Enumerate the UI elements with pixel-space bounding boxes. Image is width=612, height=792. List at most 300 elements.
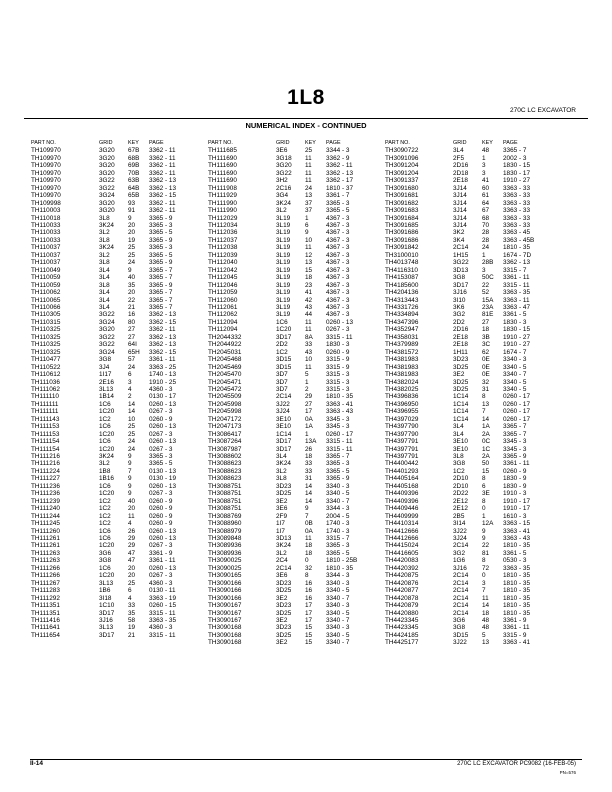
page-cell: 3315 - 11: [149, 631, 176, 639]
part-no-cell: TH111351: [31, 609, 60, 617]
grid-cell: 2F5: [453, 154, 465, 162]
key-cell: 8: [305, 572, 309, 580]
grid-cell: 3L19: [276, 281, 291, 289]
page-cell: 1830 - 9: [503, 475, 527, 483]
table-row: [31, 207, 195, 214]
part-no-cell: TH4352947: [385, 326, 419, 334]
part-no-cell: TH2045509: [208, 393, 242, 401]
table-row: [31, 349, 195, 356]
key-cell: 17: [305, 602, 313, 610]
grid-cell: 3L8: [99, 236, 110, 244]
grid-cell: 1C6: [99, 535, 111, 543]
page-cell: 4360 - 3: [149, 579, 173, 587]
page-title: 1L8: [287, 86, 325, 109]
key-cell: 28B: [482, 259, 494, 267]
grid-cell: 1H15: [453, 251, 469, 259]
grid-cell: 3I14: [453, 520, 466, 528]
grid-cell: 3L19: [276, 274, 291, 282]
page-cell: 3361 - 11: [503, 624, 530, 632]
key-cell: 35: [128, 609, 136, 617]
grid-cell: 2E12: [453, 505, 468, 513]
key-cell: 3E: [482, 490, 490, 498]
grid-cell: 3L8: [99, 214, 110, 222]
page-cell: 3340 - 7: [326, 497, 350, 505]
table-row: [385, 244, 549, 251]
part-no-cell: TH110033: [31, 229, 61, 237]
key-cell: 31: [482, 385, 490, 393]
key-cell: 3B: [482, 333, 490, 341]
grid-cell: 3L2: [276, 549, 287, 557]
grid-cell: 1B14: [99, 393, 114, 401]
page-cell: 0260 - 17: [503, 400, 531, 408]
key-cell: 9: [482, 527, 486, 535]
page-cell: 3315 - 7: [503, 266, 527, 274]
part-no-cell: TH4185600: [385, 281, 419, 289]
table-row: [208, 520, 372, 527]
grid-cell: 3G24: [99, 318, 115, 326]
key-cell: 11: [305, 326, 312, 334]
part-no-cell: TH112042: [208, 266, 238, 274]
page-cell: 3362 - 11: [149, 154, 176, 162]
table-row: [31, 274, 195, 281]
table-row: [208, 393, 372, 400]
grid-cell: 3L8: [276, 475, 287, 483]
header-grid: GRID: [453, 140, 467, 146]
header-key: KEY: [305, 140, 316, 146]
page-cell: 3362 - 15: [149, 318, 177, 326]
part-no-cell: TH110305: [31, 311, 61, 319]
page-cell: 3365 - 3: [326, 199, 350, 207]
page-cell: 3365 - 9: [149, 281, 173, 289]
part-no-cell: TH3090166: [208, 587, 242, 595]
table-row: [208, 572, 372, 579]
page-cell: 3361 - 5: [503, 549, 527, 557]
key-cell: 29: [128, 542, 136, 550]
page-cell: 0260 - 9: [149, 520, 173, 528]
table-row: [208, 483, 372, 490]
table-row: [385, 624, 549, 631]
table-row: [208, 557, 372, 564]
key-cell: 11: [305, 244, 312, 252]
part-no-cell: TH4396836: [385, 393, 419, 401]
page-cell: 3362 - 11: [326, 162, 353, 170]
part-no-cell: TH4420083: [385, 557, 419, 565]
page-cell: 3362 - 11: [149, 199, 176, 207]
key-cell: 20: [128, 221, 136, 229]
table-row: [208, 587, 372, 594]
header-part-no: PART NO.: [385, 140, 410, 146]
table-row: [31, 229, 195, 236]
grid-cell: 3D25: [276, 490, 292, 498]
key-cell: 1A: [305, 423, 313, 431]
table-row: [385, 349, 549, 356]
grid-cell: 3D17: [99, 631, 115, 639]
table-row: [208, 595, 372, 602]
part-no-cell: TH4334894: [385, 311, 419, 319]
grid-cell: 3L4: [99, 266, 110, 274]
grid-cell: 1B8: [99, 467, 111, 475]
page-cell: 0267 - 3: [149, 572, 173, 580]
key-cell: 80: [128, 318, 136, 326]
key-cell: 25: [128, 251, 136, 259]
key-cell: 3C: [482, 341, 491, 349]
table-row: [31, 170, 195, 177]
page-cell: 3345 - 3: [326, 415, 350, 423]
key-cell: 64I: [128, 341, 137, 349]
key-cell: 4: [128, 594, 132, 602]
part-no-cell: TH3090168: [208, 631, 242, 639]
part-no-cell: TH4416605: [385, 549, 419, 557]
table-row: [208, 490, 372, 497]
part-no-cell: TH2045470: [208, 371, 242, 379]
key-cell: 11: [305, 363, 312, 371]
key-cell: 1: [482, 512, 486, 520]
key-cell: 5: [482, 631, 486, 639]
page-cell: 1810 - 35: [503, 594, 531, 602]
page-cell: 4367 - 3: [326, 274, 350, 282]
page-cell: 0130 - 13: [149, 467, 177, 475]
grid-cell: 3D25: [453, 363, 469, 371]
page-cell: 3363 - 41: [326, 400, 354, 408]
page-cell: 3361 - 11: [503, 274, 530, 282]
table-row: [31, 289, 195, 296]
page-cell: 1830 - 15: [503, 326, 531, 334]
part-no-cell: TH4420877: [385, 587, 419, 595]
key-cell: 10: [305, 236, 313, 244]
page-cell: 0260 - 13: [149, 438, 177, 446]
grid-cell: 3L19: [276, 296, 291, 304]
part-no-cell: TH4424185: [385, 631, 419, 639]
key-cell: 69B: [128, 162, 140, 170]
key-cell: 91: [128, 207, 136, 215]
table-row: [208, 185, 372, 192]
grid-cell: 3L4: [453, 423, 464, 431]
key-cell: 35: [128, 281, 136, 289]
grid-cell: 1I7: [276, 527, 285, 535]
page-cell: 3363 - 11: [503, 296, 530, 304]
part-no-cell: TH2045998: [208, 408, 242, 416]
header-page: PAGE: [149, 140, 164, 146]
grid-cell: 1B6: [99, 587, 111, 595]
part-no-cell: TH3089936: [208, 549, 242, 557]
grid-cell: 3E10: [453, 445, 468, 453]
table-row: [208, 222, 372, 229]
table-row: [208, 513, 372, 520]
grid-cell: 3L4: [276, 453, 287, 461]
page-cell: 3344 - 3: [326, 505, 350, 513]
grid-cell: 3D23: [276, 624, 292, 632]
key-cell: 41: [482, 177, 490, 185]
table-row: [31, 379, 195, 386]
footer-pn: PN=576: [559, 770, 576, 775]
grid-cell: 1C20: [99, 572, 115, 580]
part-no-cell: TH4379989: [385, 341, 419, 349]
page-cell: 3365 - 9: [503, 453, 527, 461]
grid-cell: 3D17: [99, 609, 115, 617]
key-cell: 1C: [482, 445, 491, 453]
key-cell: 37: [305, 199, 313, 207]
page-cell: 1830 - 3: [326, 341, 350, 349]
grid-cell: 2C14: [453, 609, 469, 617]
table-row: [208, 341, 372, 348]
key-cell: 81: [482, 549, 490, 557]
table-header-row: [31, 140, 195, 147]
table-row: [208, 542, 372, 549]
key-cell: 3: [482, 266, 486, 274]
grid-cell: 3E10: [453, 438, 468, 446]
key-cell: 28: [482, 229, 490, 237]
table-row: [385, 222, 549, 229]
page-cell: 0260 - 13: [149, 535, 177, 543]
page-cell: 0267 - 3: [149, 445, 173, 453]
parts-table-right: [385, 140, 549, 647]
grid-cell: 3G2: [453, 311, 466, 319]
page-cell: 1810 - 25B: [326, 557, 358, 565]
page-cell: 3361 - 11: [503, 460, 530, 468]
page-cell: 3365 - 5: [149, 460, 173, 468]
grid-cell: 1H11: [453, 348, 468, 356]
part-no-cell: TH3090167: [208, 617, 242, 624]
grid-cell: 3G18: [276, 154, 292, 162]
grid-cell: 1C20: [99, 542, 115, 550]
page-cell: 3363 - 33: [503, 207, 531, 215]
part-no-cell: TH3088623: [208, 475, 242, 483]
key-cell: 52: [482, 289, 490, 297]
key-cell: 65B: [128, 192, 140, 200]
grid-cell: 3E10: [276, 415, 291, 423]
table-row: [31, 542, 195, 549]
table-row: [31, 393, 195, 400]
grid-cell: 3D15: [276, 363, 292, 371]
table-row: [31, 483, 195, 490]
table-row: [31, 565, 195, 572]
key-cell: 6: [482, 482, 486, 490]
part-no-cell: TH110037: [31, 244, 61, 252]
grid-cell: 3D7: [276, 378, 288, 386]
key-cell: 26: [305, 445, 313, 453]
page-cell: 3340 - 5: [503, 363, 527, 371]
part-no-cell: TH112046: [208, 281, 238, 289]
page-cell: 0260 - 15: [149, 602, 177, 610]
page-cell: 4367 - 3: [326, 251, 350, 259]
grid-cell: 3G4: [276, 192, 289, 200]
key-cell: 25: [128, 579, 136, 587]
page-cell: 3365 - 3: [326, 542, 350, 550]
part-no-cell: TH4405164: [385, 475, 419, 483]
table-row: [385, 572, 549, 579]
key-cell: 33: [305, 341, 313, 349]
grid-cell: 3L4: [453, 430, 464, 438]
key-cell: 8: [482, 557, 486, 565]
part-no-cell: TH110325: [31, 341, 61, 349]
section-subtitle: NUMERICAL INDEX - CONTINUED: [245, 121, 367, 130]
key-cell: 14: [305, 482, 313, 490]
part-no-cell: TH4400442: [385, 460, 419, 468]
part-no-cell: TH3088751: [208, 505, 242, 513]
table-row: [208, 170, 372, 177]
grid-cell: 3E6: [276, 147, 288, 155]
key-cell: 37: [305, 207, 313, 215]
key-cell: 57: [128, 356, 136, 364]
table-row: [208, 610, 372, 617]
page-cell: 3362 - 13: [149, 341, 177, 349]
table-row: [385, 334, 549, 341]
grid-cell: 3K24: [276, 460, 291, 468]
grid-cell: 3L19: [276, 266, 291, 274]
page-cell: 3340 - 3: [326, 624, 350, 632]
table-row: [385, 393, 549, 400]
table-row: [31, 311, 195, 318]
table-row: [385, 371, 549, 378]
page-cell: 3362 - 11: [149, 169, 176, 177]
table-row: [208, 162, 372, 169]
key-cell: 6: [305, 221, 309, 229]
page-cell: 3340 - 3: [326, 482, 350, 490]
page-cell: 1810 - 37: [326, 184, 354, 192]
grid-cell: 1C14: [453, 415, 469, 423]
page-cell: 0260 - 13: [149, 564, 177, 572]
grid-cell: 3J24: [276, 408, 290, 416]
part-no-cell: TH111154: [31, 445, 60, 453]
table-row: [385, 326, 549, 333]
index-column-middle: [208, 140, 372, 647]
table-row: [208, 416, 372, 423]
header-grid: GRID: [276, 140, 290, 146]
part-no-cell: TH111224: [31, 467, 60, 475]
key-cell: 8: [482, 393, 486, 401]
key-cell: 23A: [482, 303, 494, 311]
page-cell: 3363 - 47: [503, 303, 531, 311]
table-row: [385, 513, 549, 520]
table-row: [385, 423, 549, 430]
grid-cell: 3L4: [99, 296, 110, 304]
part-no-cell: TH3090165: [208, 572, 242, 580]
table-row: [385, 632, 549, 639]
table-row: [208, 155, 372, 162]
table-row: [31, 453, 195, 460]
key-cell: 67B: [128, 147, 140, 155]
part-no-cell: TH111685: [208, 147, 237, 155]
key-cell: 18: [305, 274, 313, 282]
grid-cell: 3J22: [453, 639, 467, 647]
page-cell: 1810 - 35: [503, 609, 531, 617]
part-no-cell: TH3088751: [208, 490, 242, 498]
table-row: [385, 364, 549, 371]
page-cell: 3365 - 7: [326, 453, 350, 461]
key-cell: 11: [305, 169, 312, 177]
page-cell: 3365 - 7: [503, 430, 527, 438]
part-no-cell: TH112059: [208, 289, 238, 297]
grid-cell: 1I7: [276, 520, 285, 528]
page-cell: 3315 - 3: [326, 371, 350, 379]
table-row: [385, 431, 549, 438]
part-no-cell: TH3088623: [208, 467, 242, 475]
part-no-cell: TH3086417: [208, 430, 242, 438]
grid-cell: 1C2: [453, 467, 465, 475]
grid-cell: 3J16: [453, 289, 467, 297]
page-cell: 3363 - 43: [326, 408, 354, 416]
header-grid: GRID: [99, 140, 113, 146]
table-row: [31, 528, 195, 535]
key-cell: 81E: [482, 311, 494, 319]
part-no-cell: TH111154: [31, 438, 60, 446]
key-cell: 15: [482, 467, 490, 475]
part-no-cell: TH4397790: [385, 423, 419, 431]
key-cell: 7: [305, 512, 309, 520]
part-no-cell: TH3090167: [208, 602, 242, 610]
key-cell: 9: [128, 482, 132, 490]
grid-cell: 1C14: [453, 393, 469, 401]
table-row: [31, 446, 195, 453]
part-no-cell: TH111990: [208, 207, 237, 215]
table-row: [385, 475, 549, 482]
part-no-cell: TH4412666: [385, 527, 419, 535]
key-cell: 27: [128, 326, 136, 334]
part-no-cell: TH111929: [208, 192, 237, 200]
part-no-cell: TH110003: [31, 207, 61, 215]
table-row: [31, 610, 195, 617]
table-row: [31, 580, 195, 587]
grid-cell: 3E2: [276, 639, 288, 647]
page-cell: 4367 - 3: [326, 259, 350, 267]
grid-cell: 3G24: [99, 348, 115, 356]
table-row: [385, 542, 549, 549]
page-cell: 3365 - 5: [149, 251, 173, 259]
page-cell: 3365 - 5: [149, 229, 173, 237]
part-no-cell: TH4412666: [385, 535, 419, 543]
header-part-no: PART NO.: [31, 140, 56, 146]
table-row: [208, 319, 372, 326]
part-no-cell: TH4204136: [385, 289, 419, 297]
grid-cell: 3G20: [276, 162, 292, 170]
grid-cell: 2C14: [453, 542, 469, 550]
part-no-cell: TH111260: [31, 527, 60, 535]
grid-cell: 1C2: [99, 415, 111, 423]
part-no-cell: TH3088979: [208, 527, 242, 535]
key-cell: 10: [128, 415, 136, 423]
part-no-cell: TH110037: [31, 259, 61, 267]
grid-cell: 3J16: [99, 617, 113, 624]
page-cell: 1810 - 35: [503, 587, 531, 595]
table-row: [31, 364, 195, 371]
part-no-cell: TH111143: [31, 415, 60, 423]
part-no-cell: TH111236: [31, 490, 60, 498]
part-no-cell: TH112037: [208, 236, 238, 244]
part-no-cell: TH3088960: [208, 520, 242, 528]
part-no-cell: TH3087264: [208, 438, 242, 446]
part-no-cell: TH4405168: [385, 482, 419, 490]
page-cell: 3340 - 5: [326, 587, 350, 595]
page-cell: 0530 - 3: [503, 557, 527, 565]
page-cell: 3340 - 5: [503, 385, 527, 393]
table-row: [208, 408, 372, 415]
key-cell: 2: [305, 385, 309, 393]
key-cell: 0: [482, 505, 486, 513]
table-row: [208, 192, 372, 199]
grid-cell: 3K4: [453, 236, 465, 244]
key-cell: 18: [305, 453, 313, 461]
grid-cell: 3E2: [276, 497, 288, 505]
table-row: [385, 207, 549, 214]
grid-cell: 3L19: [276, 303, 291, 311]
grid-cell: 3E2: [276, 617, 288, 624]
grid-cell: 1B16: [99, 475, 114, 483]
table-row: [385, 520, 549, 527]
key-cell: 20: [128, 564, 136, 572]
key-cell: 12A: [482, 520, 494, 528]
table-row: [31, 602, 195, 609]
table-row: [31, 222, 195, 229]
